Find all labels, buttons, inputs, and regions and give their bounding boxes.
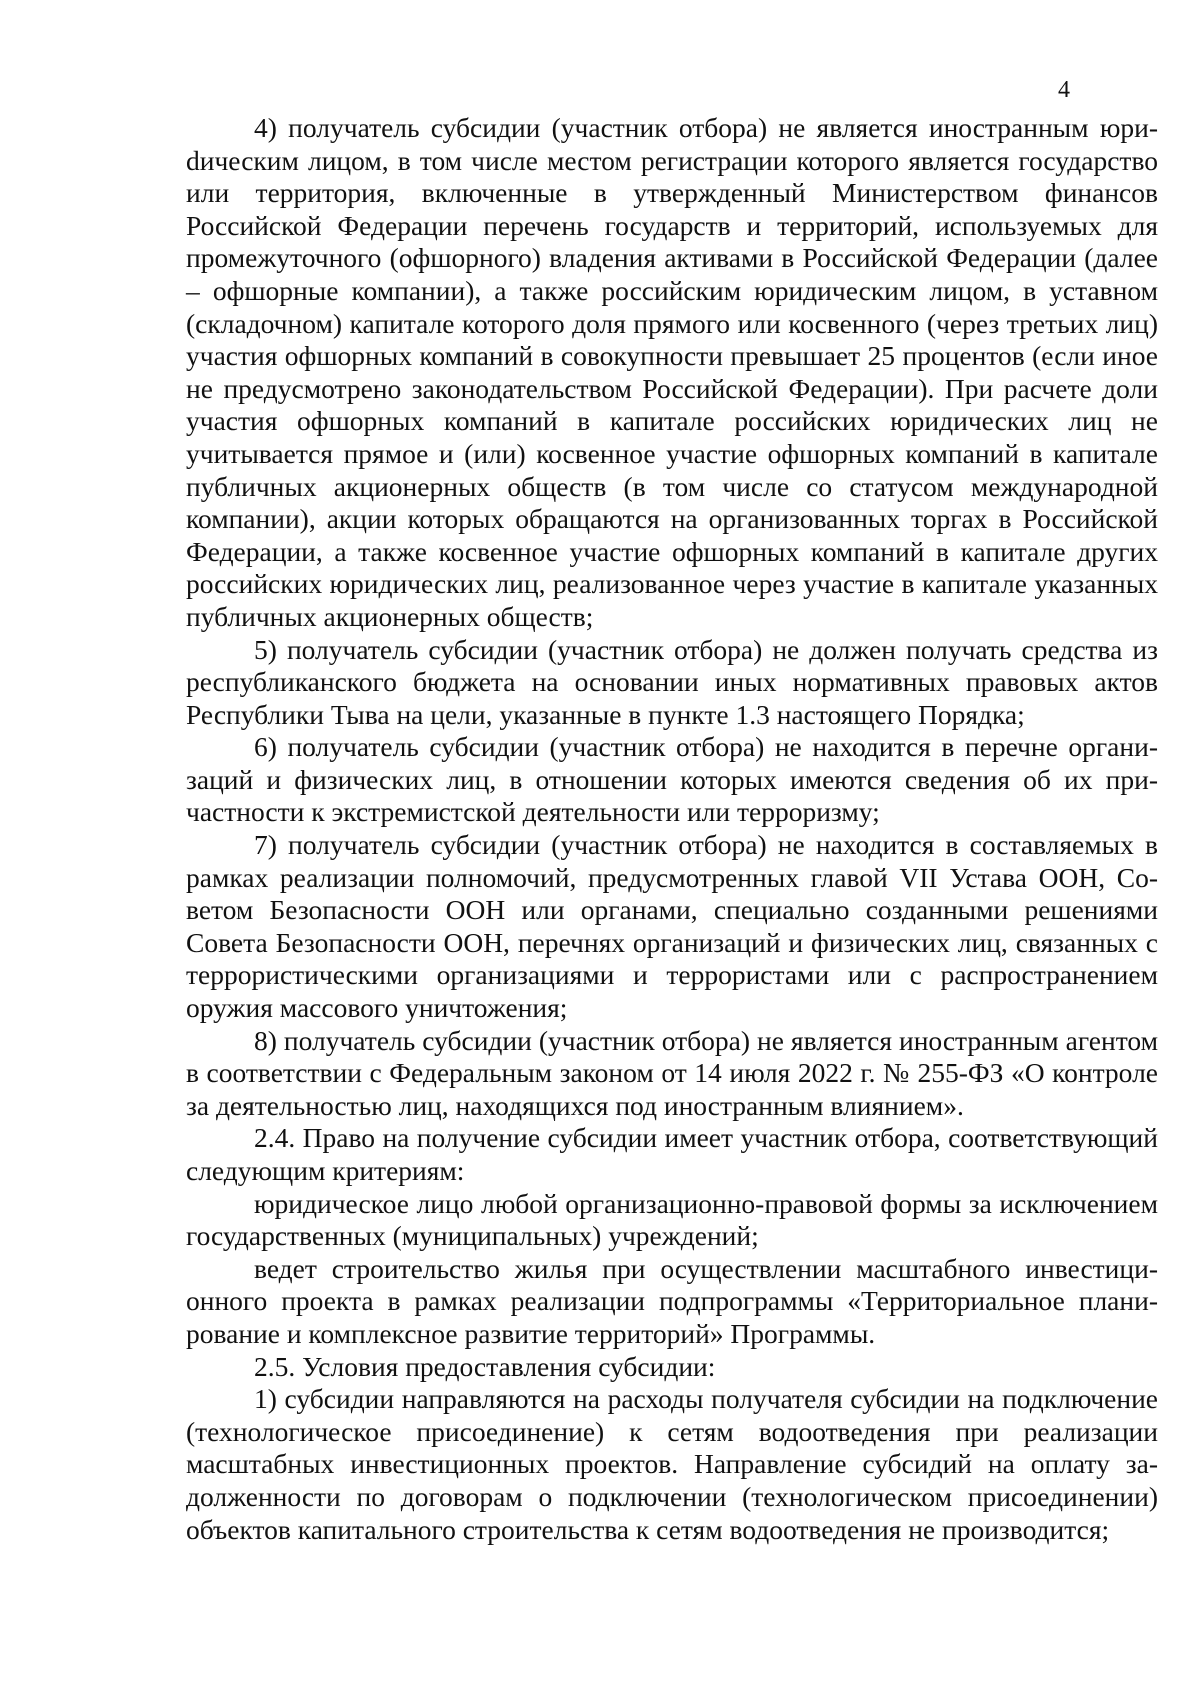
paragraph-item-6-extremism: 6) получатель субсидии (участник отбора) не находится в перечне организаций и физических лиц, в отношении которых имеются сведения об их причастности к экстремистской деятельности или терроризму; [186,731,1158,828]
paragraph-item-4-offshore: 4) получатель субсидии (участник отбора) не является иностранным юриdическим лицом, в том числе местом регистрации которого является государство или территория, включенные в утвержденный Министерством финансов Российской Федерации перечень государств и территорий, используемых для промежуточного (офшорного) владения активами в Российской Федерации (далее – офшорные компании), а также российским юридическим лицом, в уставном (складочном) капитале которого доля прямого или косвенного (через третьих лиц) участия офшорных компаний в совокупности превышает 25 процентов (если иное не предусмотрено законодательством Российской Федерации). При расчете доли участия офшорных компаний в капитале российских юридических лиц не учитывается прямое и (или) косвенное участие офшорных компаний в капитале публичных акционерных обществ (в том числе со статусом международной компании), акции которых обращаются на организованных торгах в Российской Федерации, а также косвенное участие офшорных компаний в капитале других российских юридических лиц, реализованное через участие в капитале указанных публичных акционерных обществ; [186,112,1158,632]
page-number: 4 [1058,77,1070,103]
paragraph-section-2-4: 2.4. Право на получение субсидии имеет участник отбора, соответствующий следующим критериям: [186,1122,1158,1186]
paragraph-criterion-construction: ведет строительство жилья при осуществлении масштабного инвестиционного проекта в рамках реализации подпрограммы «Территориальное планирование и комплексное развитие территорий» Программы. [186,1252,1158,1349]
paragraph-item-7-un-lists: 7) получатель субсидии (участник отбора) не находится в составляемых в рамках реализации полномочий, предусмотренных главой VII Устава ООН, Советом Безопасности ООН или органами, специально созданными решениями Совета Безопасности ООН, перечнях организаций и физических лиц, связанных с террористическими организациями и террористами или с распространением оружия массового уничтожения; [186,829,1158,1024]
paragraph-condition-1: 1) субсидии направляются на расходы получателя субсидии на подключение (технологическое присоединение) к сетям водоотведения при реализации масштабных инвестиционных проектов. Направление субсидий на оплату задолженности по договорам о подключении (технологическом присоединении) объектов капитального строительства к сетям водоотведения не производится; [186,1383,1158,1545]
paragraph-item-5-budget: 5) получатель субсидии (участник отбора) не должен получать средства из республиканского бюджета на основании иных нормативных правовых актов Республики Тыва на цели, указанные в пункте 1.3 настоящего Порядка; [186,633,1158,730]
paragraph-section-2-5: 2.5. Условия предоставления субсидии: [254,1350,716,1382]
paragraph-criterion-legal-entity: юридическое лицо любой организационно-правовой формы за исключением государственных (муниципальных) учреждений; [186,1187,1158,1252]
document-body [186,112,1158,1546]
paragraph-item-8-foreign-agent: 8) получатель субсидии (участник отбора) не является иностранным агентом в соответствии с Федеральным законом от 14 июля 2022 г. № 255-ФЗ «О контроле за деятельностью лиц, находящихся под иностранным влиянием». [186,1024,1158,1121]
